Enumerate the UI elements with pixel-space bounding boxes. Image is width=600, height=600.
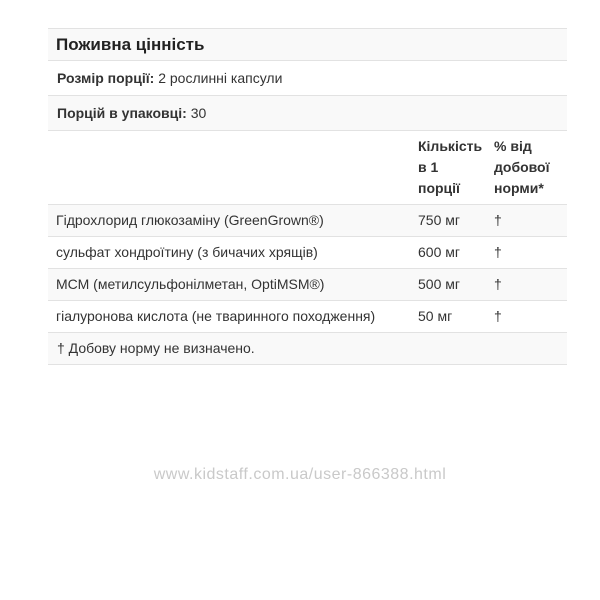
serving-size-value: 2 рослинні капсули: [158, 70, 283, 86]
ingredient-daily-value: †: [486, 301, 567, 333]
ingredient-name: сульфат хондроїтину (з бичачих хрящів): [48, 237, 410, 269]
ingredient-amount: 50 мг: [410, 301, 486, 333]
servings-per-container-value: 30: [190, 105, 207, 121]
ingredient-amount: 750 мг: [410, 205, 486, 237]
ingredient-daily-value: †: [486, 205, 567, 237]
servings-per-container-label: Порцій в упаковці:: [57, 105, 187, 121]
footnote-row: [48, 333, 567, 365]
column-header-amount: Кількість в 1 порції: [410, 131, 486, 205]
watermark: www.kidstaff.com.ua/user-866388.html: [153, 466, 447, 483]
table-row: [48, 237, 567, 269]
serving-size-row: [48, 61, 567, 96]
serving-size-label: Розмір порції:: [57, 70, 155, 86]
servings-per-container-cell: [48, 96, 567, 131]
table-title-row: [48, 29, 567, 61]
ingredient-daily-value: †: [486, 269, 567, 301]
table-row: [48, 205, 567, 237]
ingredient-daily-value: †: [486, 237, 567, 269]
supplement-facts-table: [48, 28, 567, 365]
ingredient-name: Гідрохлорид глюкозаміну (GreenGrown®): [48, 205, 410, 237]
table-row: [48, 269, 567, 301]
servings-per-container-row: [48, 96, 567, 131]
ingredient-amount: 600 мг: [410, 237, 486, 269]
column-header-empty: [48, 131, 410, 205]
ingredient-name: гіалуронова кислота (не тваринного походження): [48, 301, 410, 333]
serving-size-cell: [48, 61, 567, 96]
ingredient-amount: 500 мг: [410, 269, 486, 301]
footnote-text: † Добову норму не визначено.: [48, 333, 567, 365]
column-header-row: [48, 131, 567, 205]
ingredient-name: МСМ (метилсульфонілметан, OptiMSM®): [48, 269, 410, 301]
table-row: [48, 301, 567, 333]
column-header-daily-value: % від добової норми*: [486, 131, 567, 205]
table-title: Поживна цінність: [48, 29, 567, 61]
